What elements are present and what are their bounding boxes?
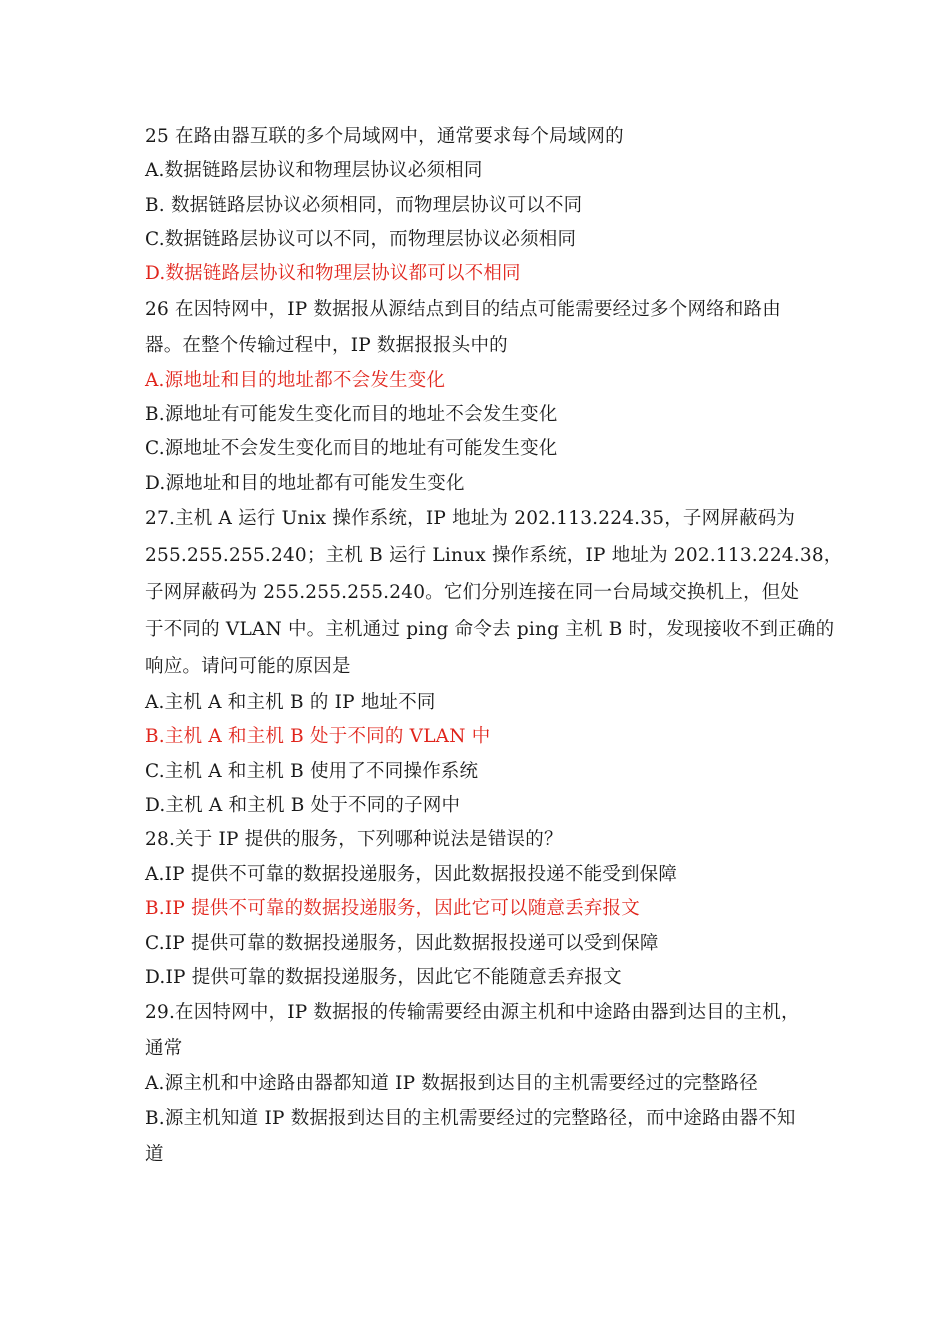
q27-option-b-answer: B.主机 A 和主机 B 处于不同的 VLAN 中 [145,726,491,747]
q26-stem-line1: 26 在因特网中，IP 数据报从源结点到目的结点可能需要经过多个网络和路由 [145,299,781,320]
q26-option-d: D.源地址和目的地址都有可能发生变化 [145,473,465,494]
q28-option-b-answer: B.IP 提供不可靠的数据投递服务，因此它可以随意丢弃报文 [145,898,640,919]
q27-stem-line4: 于不同的 VLAN 中。主机通过 ping 命令去 ping 主机 B 时，发现接收不到正确的 [145,619,835,640]
q26-stem-line2: 器。在整个传输过程中，IP 数据报报头中的 [145,335,508,356]
q26-option-a-answer: A.源地址和目的地址都不会发生变化 [145,370,446,391]
q28-option-a: A.IP 提供不可靠的数据投递服务，因此数据报投递不能受到保障 [145,864,678,885]
q27-option-a: A.主机 A 和主机 B 的 IP 地址不同 [145,692,436,713]
q27-option-c: C.主机 A 和主机 B 使用了不同操作系统 [145,761,479,782]
q28-stem: 28.关于 IP 提供的服务，下列哪种说法是错误的？ [145,829,563,850]
q29-stem-line1: 29.在因特网中，IP 数据报的传输需要经由源主机和中途路由器到达目的主机， [145,1002,800,1023]
q27-stem-line5: 响应。请问可能的原因是 [145,656,351,677]
q25-stem: 25 在路由器互联的多个局域网中，通常要求每个局域网的 [145,126,624,147]
q29-stem-line2: 通常 [145,1038,183,1059]
q26-option-c: C.源地址不会发生变化而目的地址有可能发生变化 [145,438,558,459]
q29-option-b-line2: 道 [145,1144,164,1165]
q29-option-b-line1: B.源主机知道 IP 数据报到达目的主机需要经过的完整路径，而中途路由器不知 [145,1108,796,1129]
q28-option-c: C.IP 提供可靠的数据投递服务，因此数据报投递可以受到保障 [145,933,659,954]
q25-option-c: C.数据链路层协议可以不同，而物理层协议必须相同 [145,229,577,250]
q28-option-d: D.IP 提供可靠的数据投递服务，因此它不能随意丢弃报文 [145,967,622,988]
q26-option-b: B.源地址有可能发生变化而目的地址不会发生变化 [145,404,558,425]
q27-option-d: D.主机 A 和主机 B 处于不同的子网中 [145,795,461,816]
q27-stem-line2: 255.255.255.240；主机 B 运行 Linux 操作系统，IP 地址为 202.113.224.38， [145,545,843,566]
q29-option-a: A.源主机和中途路由器都知道 IP 数据报到达目的主机需要经过的完整路径 [145,1073,758,1094]
q25-option-a: A.数据链路层协议和物理层协议必须相同 [145,160,483,181]
q25-option-b: B. 数据链路层协议必须相同，而物理层协议可以不同 [145,195,583,216]
q25-option-d-answer: D.数据链路层协议和物理层协议都可以不相同 [145,263,521,284]
q27-stem-line1: 27.主机 A 运行 Unix 操作系统，IP 地址为 202.113.224.35，子网屏蔽码为 [145,508,796,529]
q27-stem-line3: 子网屏蔽码为 255.255.255.240。它们分别连接在同一台局域交换机上，但处 [145,582,800,603]
